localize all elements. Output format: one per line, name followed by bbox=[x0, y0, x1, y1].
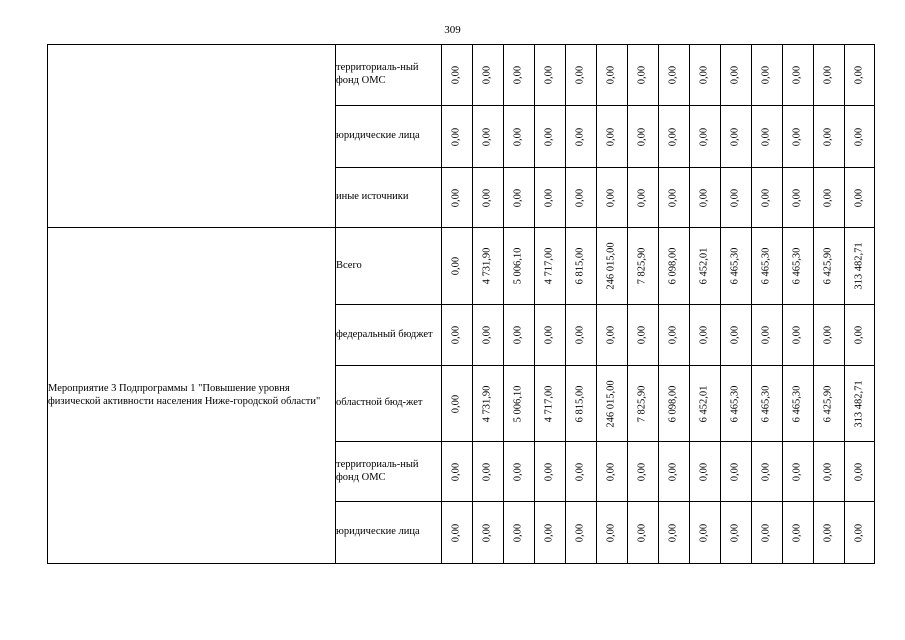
value-text: 5 006,10 bbox=[512, 385, 524, 422]
value-cell bbox=[752, 366, 783, 442]
value-text: 0,00 bbox=[791, 462, 803, 481]
value-cell bbox=[473, 366, 504, 442]
value-text: 313 482,71 bbox=[853, 379, 865, 428]
value-cell bbox=[659, 168, 690, 228]
value-cell bbox=[628, 442, 659, 502]
value-text: 0,00 bbox=[729, 188, 741, 207]
value-cell bbox=[473, 168, 504, 228]
value-text: 0,00 bbox=[543, 188, 555, 207]
value-text: 0,00 bbox=[605, 523, 617, 542]
value-cell bbox=[814, 45, 845, 106]
value-cell bbox=[535, 502, 566, 564]
value-cell bbox=[628, 502, 659, 564]
value-text: 0,00 bbox=[574, 523, 586, 542]
value-cell bbox=[690, 228, 721, 305]
value-cell bbox=[442, 366, 473, 442]
value-text: 0,00 bbox=[574, 127, 586, 146]
value-text: 0,00 bbox=[636, 325, 648, 345]
value-text: 0,00 bbox=[760, 325, 772, 345]
value-cell bbox=[504, 106, 535, 168]
page-number: 309 bbox=[444, 24, 461, 36]
value-text: 246 015,00 bbox=[605, 242, 617, 290]
funding-source-cell: территориаль-ный фонд ОМС bbox=[336, 45, 442, 106]
value-cell bbox=[814, 106, 845, 168]
value-cell bbox=[566, 305, 597, 366]
value-cell bbox=[442, 442, 473, 502]
value-cell bbox=[814, 305, 845, 366]
value-cell bbox=[504, 442, 535, 502]
value-text: 246 015,00 bbox=[605, 379, 617, 428]
value-text: 0,00 bbox=[450, 394, 462, 413]
value-cell bbox=[690, 442, 721, 502]
value-cell bbox=[752, 168, 783, 228]
value-text: 0,00 bbox=[729, 325, 741, 345]
value-cell bbox=[752, 442, 783, 502]
funding-source-cell: иные источники bbox=[336, 168, 442, 228]
value-text: 6 465,30 bbox=[729, 247, 741, 285]
value-text: 0,00 bbox=[481, 127, 493, 146]
value-cell bbox=[721, 502, 752, 564]
value-text: 6 452,01 bbox=[698, 385, 710, 422]
value-text: 0,00 bbox=[636, 188, 648, 207]
value-cell bbox=[659, 502, 690, 564]
value-cell bbox=[566, 168, 597, 228]
value-text: 0,00 bbox=[450, 523, 462, 542]
value-cell bbox=[628, 305, 659, 366]
value-text: 0,00 bbox=[822, 462, 834, 481]
value-cell bbox=[597, 228, 628, 305]
value-cell bbox=[845, 106, 875, 168]
value-text: 0,00 bbox=[822, 127, 834, 146]
value-text: 0,00 bbox=[450, 325, 462, 345]
value-text: 0,00 bbox=[698, 127, 710, 146]
value-cell bbox=[814, 228, 845, 305]
value-cell bbox=[783, 502, 814, 564]
value-text: 313 482,71 bbox=[853, 242, 865, 290]
value-text: 0,00 bbox=[450, 127, 462, 146]
value-cell bbox=[659, 305, 690, 366]
value-text: 0,00 bbox=[667, 325, 679, 345]
value-cell bbox=[535, 106, 566, 168]
value-text: 6 465,30 bbox=[791, 385, 803, 422]
value-cell bbox=[504, 366, 535, 442]
value-cell bbox=[659, 45, 690, 106]
value-text: 0,00 bbox=[574, 65, 586, 85]
value-text: 0,00 bbox=[636, 127, 648, 146]
value-text: 6 098,00 bbox=[667, 247, 679, 285]
value-cell bbox=[566, 366, 597, 442]
value-cell bbox=[845, 168, 875, 228]
value-cell bbox=[814, 366, 845, 442]
value-text: 0,00 bbox=[853, 188, 865, 207]
value-text: 0,00 bbox=[605, 188, 617, 207]
value-cell bbox=[721, 366, 752, 442]
value-text: 0,00 bbox=[853, 462, 865, 481]
value-cell bbox=[442, 502, 473, 564]
value-cell bbox=[597, 502, 628, 564]
value-text: 4 717,00 bbox=[543, 247, 555, 285]
value-cell bbox=[783, 106, 814, 168]
value-cell bbox=[628, 366, 659, 442]
value-cell bbox=[783, 366, 814, 442]
value-text: 6 425,90 bbox=[822, 247, 834, 285]
value-cell bbox=[535, 442, 566, 502]
value-cell bbox=[473, 106, 504, 168]
value-text: 0,00 bbox=[729, 462, 741, 481]
value-text: 0,00 bbox=[853, 325, 865, 345]
funding-source-cell: областной бюд-жет bbox=[336, 366, 442, 442]
value-text: 0,00 bbox=[791, 65, 803, 85]
funding-table bbox=[47, 44, 875, 564]
value-text: 0,00 bbox=[543, 523, 555, 542]
value-text: 6 425,90 bbox=[822, 385, 834, 422]
value-cell bbox=[504, 305, 535, 366]
value-text: 0,00 bbox=[667, 127, 679, 146]
value-text: 0,00 bbox=[667, 523, 679, 542]
table-row bbox=[48, 45, 875, 106]
value-cell bbox=[690, 305, 721, 366]
funding-source-cell: Всего bbox=[336, 228, 442, 305]
value-cell bbox=[783, 305, 814, 366]
measure-name-cell: Мероприятие 3 Подпрограммы 1 "Повышение уровня физической активности населения Ниже-городской области" bbox=[48, 228, 336, 564]
value-text: 7 825,90 bbox=[636, 385, 648, 422]
value-cell bbox=[628, 106, 659, 168]
value-cell bbox=[845, 45, 875, 106]
value-cell bbox=[442, 228, 473, 305]
value-cell bbox=[783, 442, 814, 502]
value-cell bbox=[535, 168, 566, 228]
funding-source-cell: федеральный бюджет bbox=[336, 305, 442, 366]
value-cell bbox=[814, 502, 845, 564]
value-text: 5 006,10 bbox=[512, 247, 524, 285]
value-cell bbox=[473, 45, 504, 106]
value-text: 0,00 bbox=[450, 188, 462, 207]
value-cell bbox=[504, 168, 535, 228]
value-text: 0,00 bbox=[512, 325, 524, 345]
funding-source-cell: юридические лица bbox=[336, 106, 442, 168]
value-cell bbox=[690, 45, 721, 106]
value-text: 0,00 bbox=[698, 462, 710, 481]
value-text: 0,00 bbox=[698, 188, 710, 207]
value-cell bbox=[535, 366, 566, 442]
value-text: 0,00 bbox=[667, 462, 679, 481]
value-text: 0,00 bbox=[481, 462, 493, 481]
value-text: 0,00 bbox=[605, 127, 617, 146]
value-text: 0,00 bbox=[543, 462, 555, 481]
value-cell bbox=[566, 106, 597, 168]
value-text: 0,00 bbox=[512, 188, 524, 207]
value-cell bbox=[659, 442, 690, 502]
value-text: 4 731,90 bbox=[481, 385, 493, 422]
value-text: 0,00 bbox=[791, 127, 803, 146]
value-cell bbox=[597, 106, 628, 168]
value-text: 0,00 bbox=[481, 523, 493, 542]
value-text: 0,00 bbox=[450, 65, 462, 85]
value-text: 6 465,30 bbox=[760, 247, 772, 285]
value-text: 6 098,00 bbox=[667, 385, 679, 422]
value-text: 0,00 bbox=[853, 127, 865, 146]
value-text: 0,00 bbox=[481, 325, 493, 345]
value-cell bbox=[566, 442, 597, 502]
value-text: 0,00 bbox=[822, 523, 834, 542]
value-cell bbox=[721, 106, 752, 168]
value-text: 0,00 bbox=[574, 325, 586, 345]
value-cell bbox=[504, 228, 535, 305]
value-text: 0,00 bbox=[667, 188, 679, 207]
value-text: 0,00 bbox=[636, 65, 648, 85]
value-cell bbox=[752, 45, 783, 106]
value-text: 0,00 bbox=[853, 523, 865, 542]
value-text: 0,00 bbox=[822, 65, 834, 85]
value-text: 0,00 bbox=[760, 127, 772, 146]
value-text: 0,00 bbox=[822, 325, 834, 345]
value-cell bbox=[845, 228, 875, 305]
value-cell bbox=[814, 168, 845, 228]
value-cell bbox=[504, 502, 535, 564]
value-text: 0,00 bbox=[791, 325, 803, 345]
value-cell bbox=[659, 106, 690, 168]
value-text: 4 731,90 bbox=[481, 247, 493, 285]
value-text: 0,00 bbox=[512, 65, 524, 85]
value-cell bbox=[752, 228, 783, 305]
value-text: 0,00 bbox=[791, 188, 803, 207]
value-cell bbox=[845, 442, 875, 502]
value-text: 0,00 bbox=[574, 188, 586, 207]
value-cell bbox=[473, 305, 504, 366]
value-cell bbox=[628, 228, 659, 305]
funding-source-cell: юридические лица bbox=[336, 502, 442, 564]
value-cell bbox=[659, 228, 690, 305]
value-text: 7 825,90 bbox=[636, 247, 648, 285]
value-text: 0,00 bbox=[853, 65, 865, 85]
value-cell bbox=[721, 228, 752, 305]
value-text: 0,00 bbox=[791, 523, 803, 542]
value-cell bbox=[442, 305, 473, 366]
value-cell bbox=[721, 168, 752, 228]
value-cell bbox=[535, 305, 566, 366]
value-text: 6 815,00 bbox=[574, 385, 586, 422]
value-text: 0,00 bbox=[729, 523, 741, 542]
value-text: 0,00 bbox=[698, 65, 710, 85]
value-cell bbox=[721, 305, 752, 366]
value-cell bbox=[690, 502, 721, 564]
value-cell bbox=[752, 305, 783, 366]
value-text: 0,00 bbox=[698, 325, 710, 345]
value-text: 0,00 bbox=[636, 523, 648, 542]
table-row bbox=[48, 228, 875, 305]
value-text: 0,00 bbox=[760, 188, 772, 207]
value-cell bbox=[597, 45, 628, 106]
value-cell bbox=[628, 168, 659, 228]
value-cell bbox=[535, 45, 566, 106]
value-text: 6 465,30 bbox=[729, 385, 741, 422]
funding-source-cell: территориаль-ный фонд ОМС bbox=[336, 442, 442, 502]
value-text: 0,00 bbox=[729, 65, 741, 85]
value-text: 0,00 bbox=[512, 127, 524, 146]
value-text: 0,00 bbox=[605, 65, 617, 85]
value-text: 0,00 bbox=[543, 127, 555, 146]
value-cell bbox=[690, 106, 721, 168]
value-cell bbox=[690, 366, 721, 442]
table-body bbox=[48, 45, 875, 564]
value-text: 0,00 bbox=[450, 462, 462, 481]
value-cell bbox=[597, 366, 628, 442]
value-text: 0,00 bbox=[698, 523, 710, 542]
value-text: 0,00 bbox=[667, 65, 679, 85]
value-cell bbox=[597, 168, 628, 228]
value-cell bbox=[814, 442, 845, 502]
value-text: 0,00 bbox=[636, 462, 648, 481]
value-text: 0,00 bbox=[450, 256, 462, 276]
value-cell bbox=[721, 442, 752, 502]
value-cell bbox=[783, 45, 814, 106]
value-cell bbox=[845, 366, 875, 442]
measure-name-cell bbox=[48, 45, 336, 228]
value-cell bbox=[752, 106, 783, 168]
value-text: 0,00 bbox=[481, 65, 493, 85]
value-cell bbox=[752, 502, 783, 564]
value-cell bbox=[597, 442, 628, 502]
value-text: 0,00 bbox=[605, 462, 617, 481]
value-text: 6 465,30 bbox=[791, 247, 803, 285]
value-cell bbox=[473, 442, 504, 502]
value-cell bbox=[690, 168, 721, 228]
value-cell bbox=[566, 45, 597, 106]
value-cell bbox=[566, 502, 597, 564]
value-cell bbox=[659, 366, 690, 442]
value-cell bbox=[628, 45, 659, 106]
value-text: 6 452,01 bbox=[698, 247, 710, 285]
value-text: 0,00 bbox=[512, 523, 524, 542]
value-text: 0,00 bbox=[729, 127, 741, 146]
value-text: 0,00 bbox=[481, 188, 493, 207]
value-text: 0,00 bbox=[512, 462, 524, 481]
value-cell bbox=[783, 228, 814, 305]
value-cell bbox=[566, 228, 597, 305]
value-text: 6 465,30 bbox=[760, 385, 772, 422]
value-text: 0,00 bbox=[605, 325, 617, 345]
value-cell bbox=[535, 228, 566, 305]
value-cell bbox=[473, 502, 504, 564]
value-cell bbox=[473, 228, 504, 305]
value-cell bbox=[504, 45, 535, 106]
value-text: 0,00 bbox=[760, 65, 772, 85]
value-text: 4 717,00 bbox=[543, 385, 555, 422]
value-text: 0,00 bbox=[822, 188, 834, 207]
value-cell bbox=[442, 168, 473, 228]
value-cell bbox=[442, 106, 473, 168]
value-cell bbox=[783, 168, 814, 228]
value-cell bbox=[442, 45, 473, 106]
value-cell bbox=[845, 305, 875, 366]
value-cell bbox=[721, 45, 752, 106]
value-text: 0,00 bbox=[574, 462, 586, 481]
value-text: 0,00 bbox=[760, 523, 772, 542]
value-cell bbox=[845, 502, 875, 564]
value-text: 0,00 bbox=[543, 325, 555, 345]
value-text: 0,00 bbox=[760, 462, 772, 481]
value-text: 0,00 bbox=[543, 65, 555, 85]
value-text: 6 815,00 bbox=[574, 247, 586, 285]
value-cell bbox=[597, 305, 628, 366]
